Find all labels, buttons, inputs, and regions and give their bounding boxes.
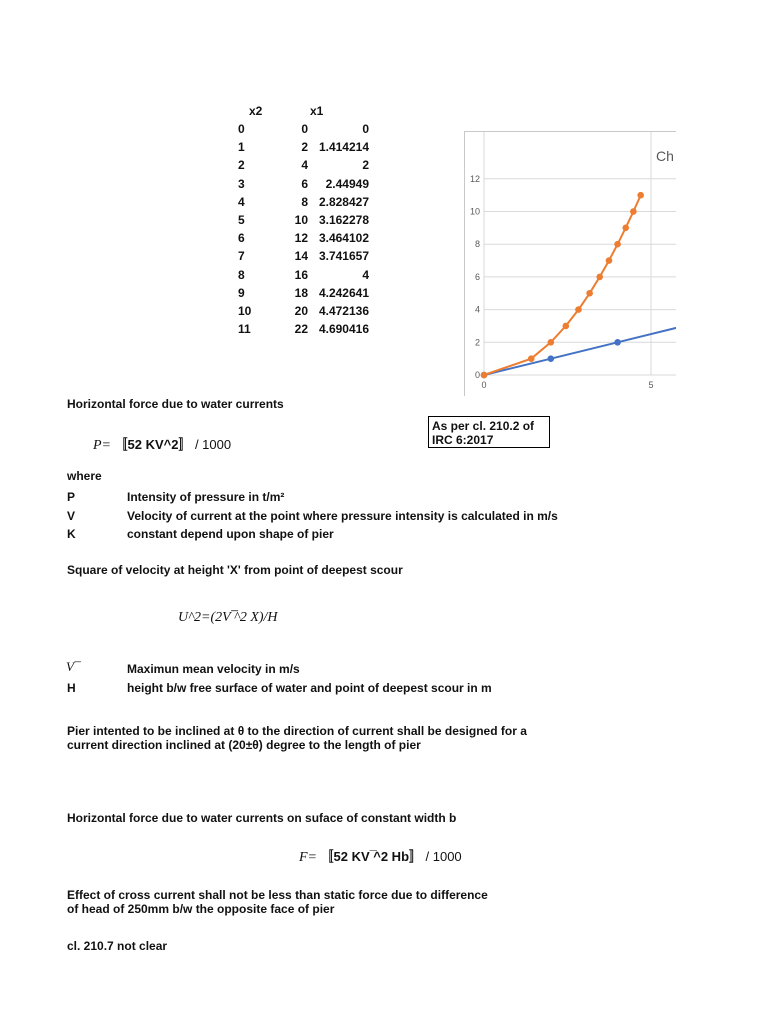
series-point-1: [637, 192, 644, 199]
series-point-1: [481, 372, 488, 379]
formula-force-tail: / 1000: [425, 849, 462, 864]
series-line-1: [484, 195, 641, 375]
table-cell-x1: 0: [301, 122, 308, 136]
table-cell-x2: 5: [238, 213, 245, 227]
series-point-1: [596, 274, 603, 281]
formula-pressure: [93, 434, 231, 454]
y-tick-label: 4: [474, 304, 480, 315]
table-cell-x2: 0: [238, 122, 245, 136]
table-cell-x2: 2: [238, 158, 245, 173]
table-cell-sqrt: 4.472136: [318, 304, 369, 318]
formula-pressure-tail: / 1000: [194, 437, 232, 452]
series-point-1: [586, 290, 593, 297]
table-cell-x1: 14: [294, 249, 308, 264]
table-cell-x2: 9: [238, 285, 245, 300]
series-line-0: [484, 277, 676, 375]
heading-water-current-force: Horizontal force due to water currents: [67, 397, 284, 411]
heading-constant-width-force: Horizontal force due to water currents on suface of constant width b: [67, 811, 457, 825]
y-tick-label: 6: [474, 271, 480, 282]
chart-title: Ch: [656, 148, 674, 164]
y-tick-label: 8: [474, 239, 480, 250]
formula-velocity-square: U^2=(2V ̅^2 X)/H: [178, 610, 278, 625]
table-cell-x1: 16: [294, 267, 308, 282]
table-cell-x1: 8: [301, 194, 308, 209]
x-tick-label: 5: [648, 380, 654, 390]
where-label: where: [67, 469, 102, 483]
table-cell-x1: 18: [294, 285, 308, 300]
table-header-x1: x1: [310, 104, 324, 118]
def-symbol-h: H: [67, 681, 76, 695]
table-cell-sqrt: 4.242641: [318, 285, 369, 300]
formula-force-body: 〚52 KV ̅^2 Hb〛: [320, 849, 423, 864]
reference-box: As per cl. 210.2 of IRC 6:2017: [428, 416, 550, 448]
series-point-1: [606, 257, 613, 264]
def-symbol-v: V: [67, 509, 76, 523]
chart: [464, 131, 676, 396]
para-cross-current-l2: of head of 250mm b/w the opposite face of pier: [67, 902, 335, 916]
table-cell-x2: 3: [238, 176, 245, 191]
para-cross-current-l1: Effect of cross current shall not be less than static force due to difference: [67, 888, 488, 902]
series-point-0: [614, 339, 621, 346]
table-header-x2: x2: [249, 104, 263, 118]
table-cell-x1: 10: [294, 213, 308, 227]
def-desc-k: constant depend upon shape of pier: [127, 527, 334, 541]
series-point-1: [630, 208, 637, 215]
x-tick-label: 0: [481, 380, 487, 390]
chart-svg: [465, 132, 676, 396]
series-point-1: [548, 339, 555, 346]
def-symbol-k: K: [67, 527, 76, 541]
def-desc-vbar: Maximun mean velocity in m/s: [127, 662, 300, 676]
series-point-1: [622, 225, 629, 232]
table-cell-x2: 7: [238, 249, 245, 264]
def-desc-h: height b/w free surface of water and point of deepest scour in m: [127, 681, 492, 695]
table-cell-sqrt: 3.464102: [318, 231, 369, 246]
series-point-1: [575, 306, 582, 313]
series-point-1: [528, 355, 535, 362]
table-cell-sqrt: 1.414214: [318, 140, 369, 155]
y-tick-label: 0: [474, 370, 480, 380]
table-cell-sqrt: 2: [362, 158, 369, 173]
table-cell-x2: 1: [238, 140, 245, 155]
def-desc-v: Velocity of current at the point where pressure intensity is calculated in m/s: [127, 509, 558, 523]
table-cell-sqrt: 0: [362, 122, 369, 136]
table-cell-sqrt: 3.741657: [318, 249, 369, 264]
def-symbol-vbar: V ̅: [66, 659, 77, 674]
table-cell-x2: 11: [238, 322, 251, 337]
note-clause: cl. 210.7 not clear: [67, 939, 168, 953]
y-tick-label: 10: [469, 206, 480, 217]
heading-velocity-square: Square of velocity at height 'X' from point of deepest scour: [67, 563, 403, 577]
series-point-1: [563, 323, 570, 330]
table-cell-x1: 12: [294, 231, 308, 246]
table-cell-sqrt: 2.44949: [325, 176, 369, 191]
table-cell-x2: 6: [238, 231, 245, 246]
table-cell-sqrt: 4.690416: [318, 322, 369, 337]
series-point-1: [614, 241, 621, 248]
table-cell-x1: 22: [294, 322, 308, 337]
table-cell-x2: 8: [238, 267, 245, 282]
def-symbol-p: P: [67, 490, 76, 504]
formula-pressure-body: 〚52 KV^2〛: [114, 437, 192, 452]
formula-force: [299, 846, 462, 866]
formula-force-lhs: F=: [299, 850, 321, 865]
table-cell-x2: 10: [238, 304, 252, 318]
series-point-0: [548, 355, 555, 362]
table-cell-x1: 20: [294, 304, 308, 318]
table-cell-x2: 4: [238, 194, 245, 209]
y-tick-label: 12: [469, 173, 480, 184]
table-cell-sqrt: 4: [362, 267, 369, 282]
y-tick-label: 2: [474, 337, 480, 348]
table-cell-x1: 4: [301, 158, 308, 173]
formula-pressure-lhs: P=: [93, 438, 115, 453]
table-cell-sqrt: 3.162278: [318, 213, 369, 227]
def-desc-p: Intensity of pressure in t/m²: [127, 490, 285, 504]
para-inclined-l2: current direction inclined at (20±θ) degree to the length of pier: [67, 738, 421, 752]
table-cell-sqrt: 2.828427: [318, 194, 369, 209]
table-cell-x1: 6: [301, 176, 308, 191]
para-inclined-l1: Pier intented to be inclined at θ to the direction of current shall be designed for a: [67, 724, 527, 738]
table-cell-x1: 2: [301, 140, 308, 155]
